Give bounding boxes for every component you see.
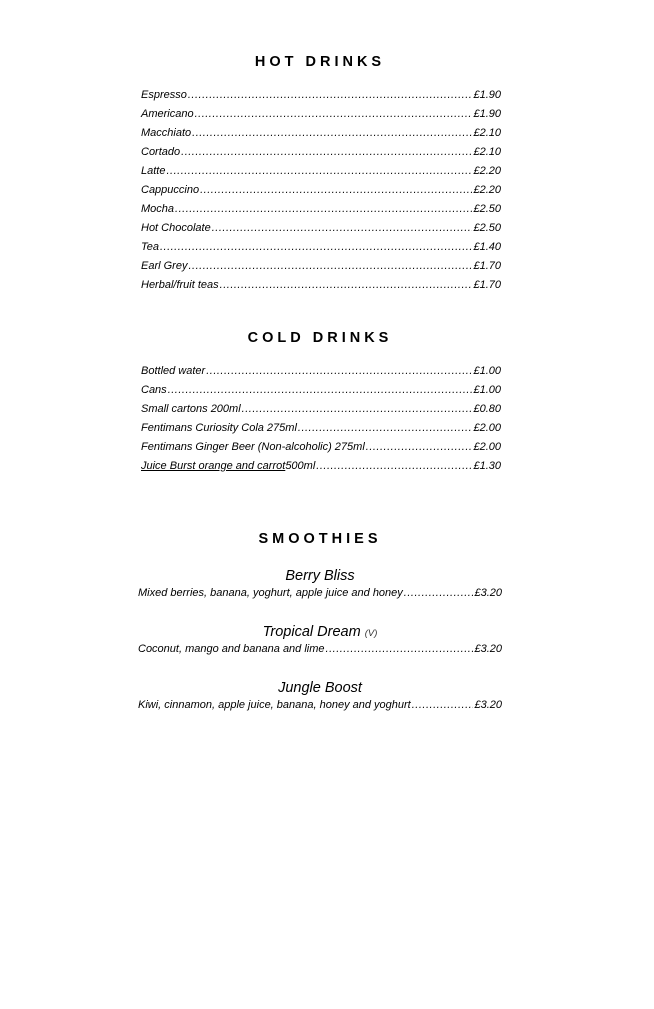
item-price: £3.20 xyxy=(474,643,502,655)
dot-leader xyxy=(412,699,474,711)
smoothie-ingredients: Mixed berries, banana, yoghurt, apple juice and honey xyxy=(138,587,403,599)
dot-leader xyxy=(298,422,473,434)
smoothie-name-line xyxy=(138,566,502,586)
item-price: £1.00 xyxy=(473,384,501,396)
item-price: £2.00 xyxy=(473,441,501,453)
menu-item-latte xyxy=(141,165,501,184)
smoothie-detail-row xyxy=(138,587,502,606)
smoothie-name-line xyxy=(138,622,502,642)
item-name: Cans xyxy=(141,384,167,396)
menu-item-macchiato xyxy=(141,127,501,146)
item-price: £3.20 xyxy=(474,699,502,711)
menu-item-curiosity-cola xyxy=(141,422,501,441)
item-name: Espresso xyxy=(141,89,187,101)
dot-leader xyxy=(200,184,472,196)
dot-leader xyxy=(166,165,472,177)
dot-leader xyxy=(404,587,474,599)
dot-leader xyxy=(220,279,473,291)
item-name: Small cartons 200ml xyxy=(141,403,241,415)
menu-item-americano xyxy=(141,108,501,127)
item-name: Fentimans Curiosity Cola 275ml xyxy=(141,422,297,434)
item-price: £2.10 xyxy=(473,127,501,139)
item-name: Mocha xyxy=(141,203,175,215)
smoothie-detail-row xyxy=(138,699,502,718)
menu-item-cortado xyxy=(141,146,501,165)
item-name: Earl Grey xyxy=(141,260,188,272)
item-name: Americano xyxy=(141,108,194,120)
dot-leader xyxy=(160,241,473,253)
item-price: £1.90 xyxy=(473,108,501,120)
smoothie-tropical-dream xyxy=(138,622,502,662)
dot-leader xyxy=(242,403,473,415)
item-name: Fentimans Ginger Beer (Non-alcoholic) 275ml xyxy=(141,441,365,453)
item-price: £1.00 xyxy=(473,365,501,377)
cold-drinks-list xyxy=(141,365,501,479)
item-price: £1.70 xyxy=(473,279,501,291)
menu-item-espresso xyxy=(141,89,501,108)
item-name: Herbal/fruit teas xyxy=(141,279,219,291)
smoothie-name: Jungle Boost xyxy=(278,680,362,696)
smoothie-ingredients: Coconut, mango and banana and lime xyxy=(138,643,325,655)
item-name: Bottled water xyxy=(141,365,206,377)
item-price: £2.10 xyxy=(473,146,501,158)
item-name: Latte xyxy=(141,165,166,177)
dot-leader xyxy=(175,203,472,215)
item-name: Cappuccino xyxy=(141,184,200,196)
smoothie-detail-row xyxy=(138,643,502,662)
hot-drinks-heading: HOT DRINKS xyxy=(254,54,386,70)
menu-item-earl-grey xyxy=(141,260,501,279)
smoothie-jungle-boost xyxy=(138,678,502,718)
menu-item-juice-burst xyxy=(141,460,501,479)
cold-drinks-heading: COLD DRINKS xyxy=(247,330,393,346)
dot-leader xyxy=(206,365,472,377)
dot-leader xyxy=(188,89,473,101)
item-price: £2.20 xyxy=(473,165,501,177)
item-name: Macchiato xyxy=(141,127,192,139)
dot-leader xyxy=(316,460,472,472)
item-name: Hot Chocolate xyxy=(141,222,211,234)
dot-leader xyxy=(168,384,473,396)
smoothie-name: Berry Bliss xyxy=(285,568,355,584)
dot-leader xyxy=(212,222,473,234)
menu-item-cappuccino xyxy=(141,184,501,203)
dot-leader xyxy=(326,643,474,655)
item-price: £2.00 xyxy=(473,422,501,434)
item-price: £2.20 xyxy=(473,184,501,196)
item-size: 500ml xyxy=(285,460,316,472)
item-price: £1.90 xyxy=(473,89,501,101)
menu-item-ginger-beer xyxy=(141,441,501,460)
item-name: Juice Burst orange and carrot xyxy=(141,460,286,472)
menu-item-hot-chocolate xyxy=(141,222,501,241)
item-price: £0.80 xyxy=(473,403,501,415)
dot-leader xyxy=(188,260,472,272)
item-name: Cortado xyxy=(141,146,181,158)
vegetarian-tag: (V) xyxy=(364,628,378,639)
item-price: £1.70 xyxy=(473,260,501,272)
item-price: £2.50 xyxy=(473,203,501,215)
item-name: Tea xyxy=(141,241,159,253)
item-price: £1.40 xyxy=(473,241,501,253)
smoothies-heading: SMOOTHIES xyxy=(258,531,382,547)
dot-leader xyxy=(192,127,472,139)
menu-item-mocha xyxy=(141,203,501,222)
smoothie-name: Tropical Dream xyxy=(262,624,361,640)
item-price: £1.30 xyxy=(473,460,501,472)
dot-leader xyxy=(366,441,473,453)
smoothie-name-line xyxy=(138,678,502,698)
hot-drinks-list xyxy=(141,89,501,298)
dot-leader xyxy=(181,146,472,158)
smoothie-ingredients: Kiwi, cinnamon, apple juice, banana, honey and yoghurt xyxy=(138,699,411,711)
smoothie-berry-bliss xyxy=(138,566,502,606)
item-price: £3.20 xyxy=(474,587,502,599)
menu-item-herbal-teas xyxy=(141,279,501,298)
menu-item-tea xyxy=(141,241,501,260)
menu-item-small-cartons xyxy=(141,403,501,422)
dot-leader xyxy=(195,108,473,120)
menu-item-bottled-water xyxy=(141,365,501,384)
menu-item-cans xyxy=(141,384,501,403)
item-price: £2.50 xyxy=(473,222,501,234)
